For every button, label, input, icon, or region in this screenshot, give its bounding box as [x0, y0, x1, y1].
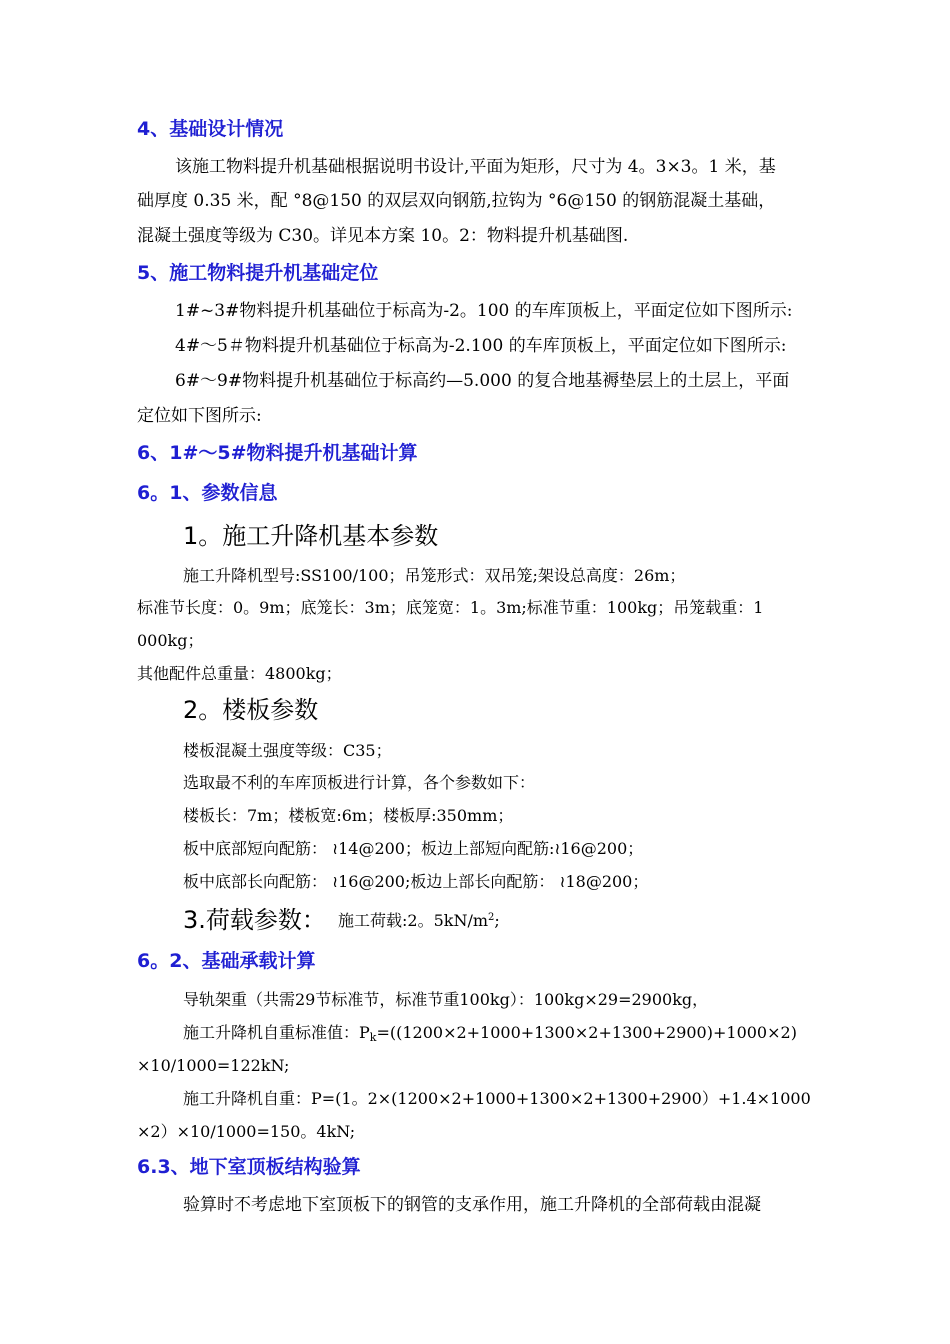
paragraph-line: 楼板混凝土强度等级：C35；: [183, 741, 392, 760]
param-group-2-title: 2。楼板参数: [183, 696, 319, 724]
paragraph-line: 选取最不利的车库顶板进行计算，各个参数如下：: [183, 773, 536, 792]
param-group-1-title: 1。施工升降机基本参数: [183, 522, 439, 550]
param-group-3-title: 3.荷载参数：: [183, 906, 326, 934]
paragraph-line: 导轨架重（共需29节标准节，标准节重100kg）：100kg×29=2900kg，: [183, 990, 709, 1009]
paragraph-line: 板中底部短向配筋： ≀14@200；板边上部短向配筋:≀16@200；: [183, 839, 644, 858]
paragraph-line: 6#～9#物料提升机基础位于标高约—5.000 的复合地基褥垫层上的土层上，平面: [175, 371, 790, 391]
subsection-6-3-heading: 6.3、地下室顶板结构验算: [137, 1156, 361, 1178]
paragraph-line: 4#～5＃物料提升机基础位于标高为-2.100 的车库顶板上，平面定位如下图所示:: [175, 336, 787, 356]
load-parameter-value: 施工荷载:2。$5kN/m^2$;: [338, 911, 500, 930]
formula-line: 施工升降机自重：P=(1。2×(1200×2+1000+1300×2+1300+2900）+1.4×1000: [183, 1089, 811, 1108]
formula-line: ×10/1000=122kN;: [137, 1056, 290, 1075]
subsection-6-1-heading: 6。1、参数信息: [137, 482, 278, 504]
section-4-heading: 4、基础设计情况: [137, 118, 284, 140]
paragraph-line: 000kg；: [137, 631, 204, 650]
paragraph-line: 楼板长：7m；楼板宽:6m；楼板厚:350mm；: [183, 806, 514, 825]
subsection-6-2-heading: 6。2、基础承载计算: [137, 950, 316, 972]
paragraph-line: 混凝土强度等级为 C30。详见本方案 10。2：物料提升机基础图.: [137, 226, 629, 246]
paragraph-line: 板中底部长向配筋： ≀16@200;板边上部长向配筋： ≀18@200；: [183, 872, 649, 891]
paragraph-line: 验算时不考虑地下室顶板下的钢管的支承作用，施工升降机的全部荷载由混凝: [183, 1195, 761, 1215]
paragraph-line: 施工升降机型号:SS100/100；吊笼形式：双吊笼;架设总高度：26m；: [183, 566, 686, 585]
paragraph-line: 1#~3#物料提升机基础位于标高为-2。100 的车库顶板上，平面定位如下图所示:: [175, 301, 793, 321]
formula-line: 施工升降机自重标准值：$P_k=((1200\times 2+1000+1300\times 2+1300+2900)+1000\times 2)$: [183, 1023, 797, 1044]
paragraph-line: 其他配件总重量：4800kg；: [137, 664, 342, 683]
formula-line: ×2）×10/1000=150。4kN;: [137, 1122, 356, 1141]
paragraph-line: 础厚度 0.35 米，配 °8@150 的双层双向钢筋,拉钩为 °6@150 的钢筋混凝土基础，: [137, 191, 776, 211]
section-6-heading: 6、1#～5#物料提升机基础计算: [137, 442, 418, 464]
paragraph-line: 定位如下图所示:: [137, 406, 262, 426]
section-5-heading: 5、施工物料提升机基础定位: [137, 262, 379, 284]
paragraph-line: 该施工物料提升机基础根据说明书设计,平面为矩形，尺寸为 4。3×3。1 米，基: [175, 157, 776, 177]
paragraph-line: 标准节长度：0。9m；底笼长：3m；底笼宽：1。3m;标准节重：100kg；吊笼载重：1: [137, 598, 764, 617]
